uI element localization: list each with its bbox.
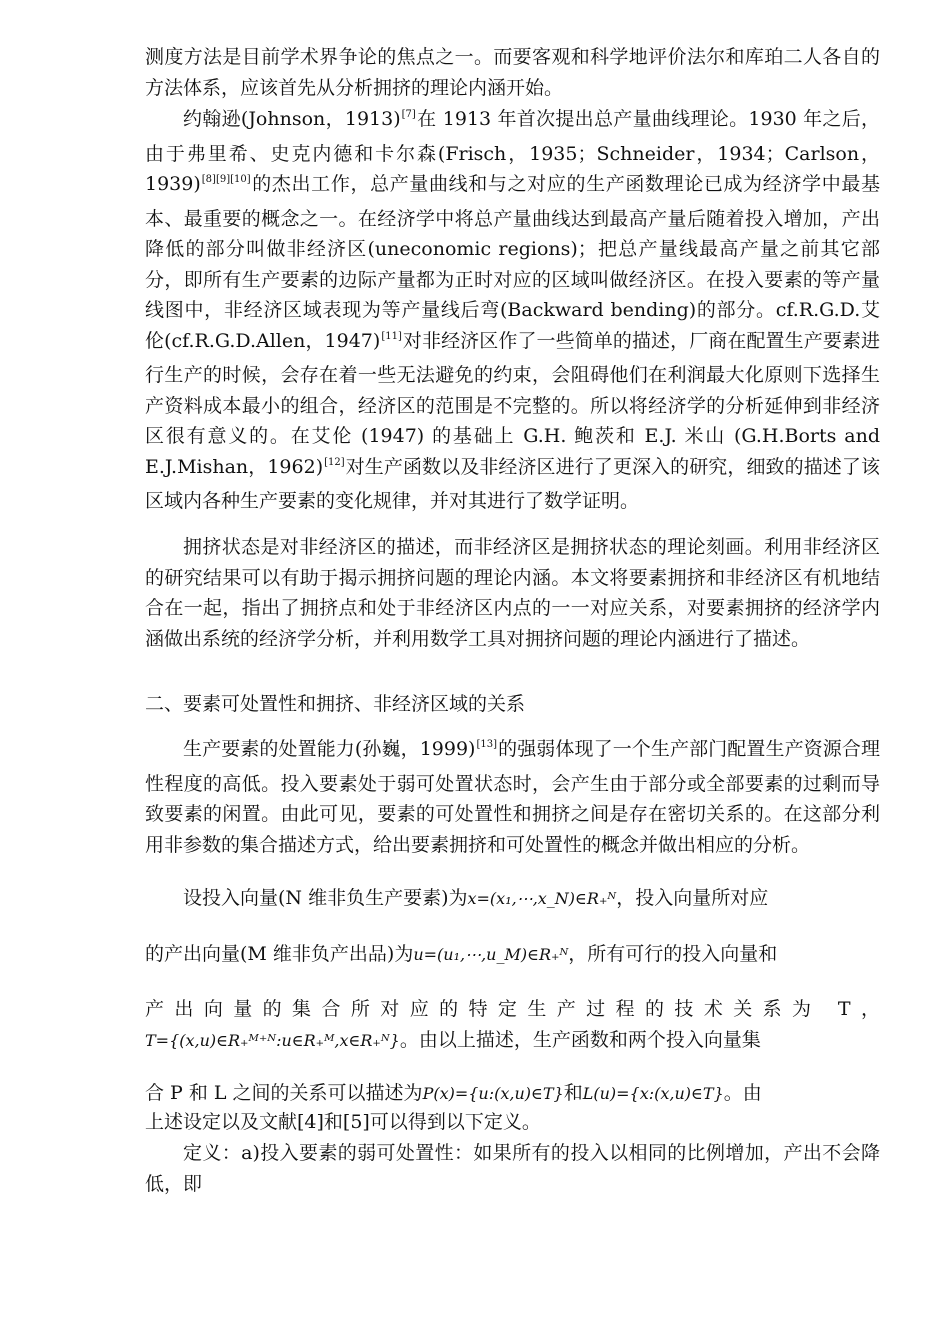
citation-8-9-10: [8][9][10] (201, 174, 251, 185)
p2-text-d: 对非经济区作了一些简单的描述，厂商在配置生产要素进行生产的时候，会存在着一些无法避免的约束，会阻碍他们在利润最大化原则下选择生产资料成本最小的组合，经济区的范围是不完整的。所以将经济学的分析延伸到非经济区很有意义的。在艾伦 (1947) 的基础上 G.H. 鲍茨和 E.J. 米山 (G.H.Borts and E.J.Mishan，1962) (145, 329, 880, 478)
paragraph-1: 测度方法是目前学术界争论的焦点之一。而要客观和科学地评价法尔和库珀二人各自的方法体系，应该首先从分析拥挤的理论内涵开始。 (145, 46, 880, 99)
section-heading: 二、要素可处置性和拥挤、非经济区域的关系 (145, 693, 526, 715)
paragraph-3: 拥挤状态是对非经济区的描述，而非经济区是拥挤状态的理论刻画。利用非经济区的研究结果可以有助于揭示拥挤问题的理论内涵。本文将要素拥挤和非经济区有机地结合在一起，指出了拥挤点和处于非经济区内点的一一对应关系，对要素拥挤的经济学内涵做出系统的经济学分析，并利用数学工具对拥挤问题的理论内涵进行了描述。 (145, 536, 880, 650)
p5-line-1: 设投入向量(N 维非负生产要素)为x=(x₁,⋯,x_N)∈R₊ᴺ，投入向量所对应 (183, 887, 769, 909)
p4-text-a: 生产要素的处置能力(孙巍，1999) (183, 738, 476, 760)
p2-text-b: 在 1913 年首次提出总产量曲线理论。1930 年之后，由于弗里希、史克内德和卡尔森(Frisch，1935；Schneider，1934；Carlson，1939) (145, 108, 881, 195)
p5-line-6: 上述设定以及文献[4]和[5]可以得到以下定义。 (145, 1111, 541, 1133)
p5-line-2: 的产出向量(M 维非负产出品)为u=(u₁,⋯,u_M)∈R₊ᴺ，所有可行的投入向量和 (145, 943, 778, 965)
paragraph-6: 定义：a)投入要素的弱可处置性：如果所有的投入以相同的比例增加，产出不会降低，即 (145, 1142, 880, 1195)
citation-13: [13] (476, 739, 497, 750)
citation-7: [7] (401, 109, 416, 120)
paragraph-4 (145, 734, 880, 860)
paragraph-2 (145, 104, 880, 517)
p2-text-e: 对生产函数以及非经济区进行了更深入的研究，细致的描述了该区域内各种生产要素的变化规律，并对其进行了数学证明。 (145, 455, 880, 512)
technology-set-formula: T={(x,u)∈R₊ᴹ⁺ᴺ:u∈R₊ᴹ,x∈R₊ᴺ} (145, 1031, 400, 1050)
citation-11: [11] (381, 330, 402, 342)
output-vector-formula: u=(u₁,⋯,u_M)∈R₊ᴺ (413, 945, 569, 964)
citation-12: [12] (324, 456, 345, 468)
input-vector-formula: x=(x₁,⋯,x_N)∈R₊ᴺ (467, 889, 617, 908)
p5-line-4: T={(x,u)∈R₊ᴹ⁺ᴺ:u∈R₊ᴹ,x∈R₊ᴺ}。由以上描述，生产函数和两个投入向量集 (145, 1029, 761, 1051)
p5-line-3: 产出向量的集合所对应的特定生产过程的技术关系为 T， (145, 998, 880, 1020)
p4-text-b: 的强弱体现了一个生产部门配置生产资源合理性程度的高低。投入要素处于弱可处置状态时，会产生由于部分或全部要素的过剩而导致要素的闲置。由此可见，要素的可处置性和拥挤之间是存在密切关系的。在这部分利用非参数的集合描述方式，给出要素拥挤和可处置性的概念并做出相应的分析。 (145, 738, 880, 856)
p5-line-5: 合 P 和 L 之间的关系可以描述为P(x)={u:(x,u)∈T}和L(u)={x:(x,u)∈T}。由 (145, 1082, 762, 1104)
p2-text-a: 约翰逊(Johnson，1913) (183, 108, 401, 130)
p2-text-c: 的杰出工作，总产量曲线和与之对应的生产函数理论已成为经济学中最基本、最重要的概念之一。在经济学中将总产量曲线达到最高产量后随着投入增加，产出降低的部分叫做非经济区(uneconomic regions)；把总产量线最高产量之前其它部分，即所有生产要素的边际产量都为正时对应的区域叫做经济区。在投入要素的等产量线图中，非经济区域表现为等产量线后弯(Backward bending)的部分。cf.R.G.D.艾伦(cf.R.G.D.Allen，1947) (145, 173, 880, 352)
input-set-formula: L(u)={x:(x,u)∈T} (582, 1084, 724, 1103)
output-set-formula: P(x)={u:(x,u)∈T} (422, 1084, 564, 1103)
